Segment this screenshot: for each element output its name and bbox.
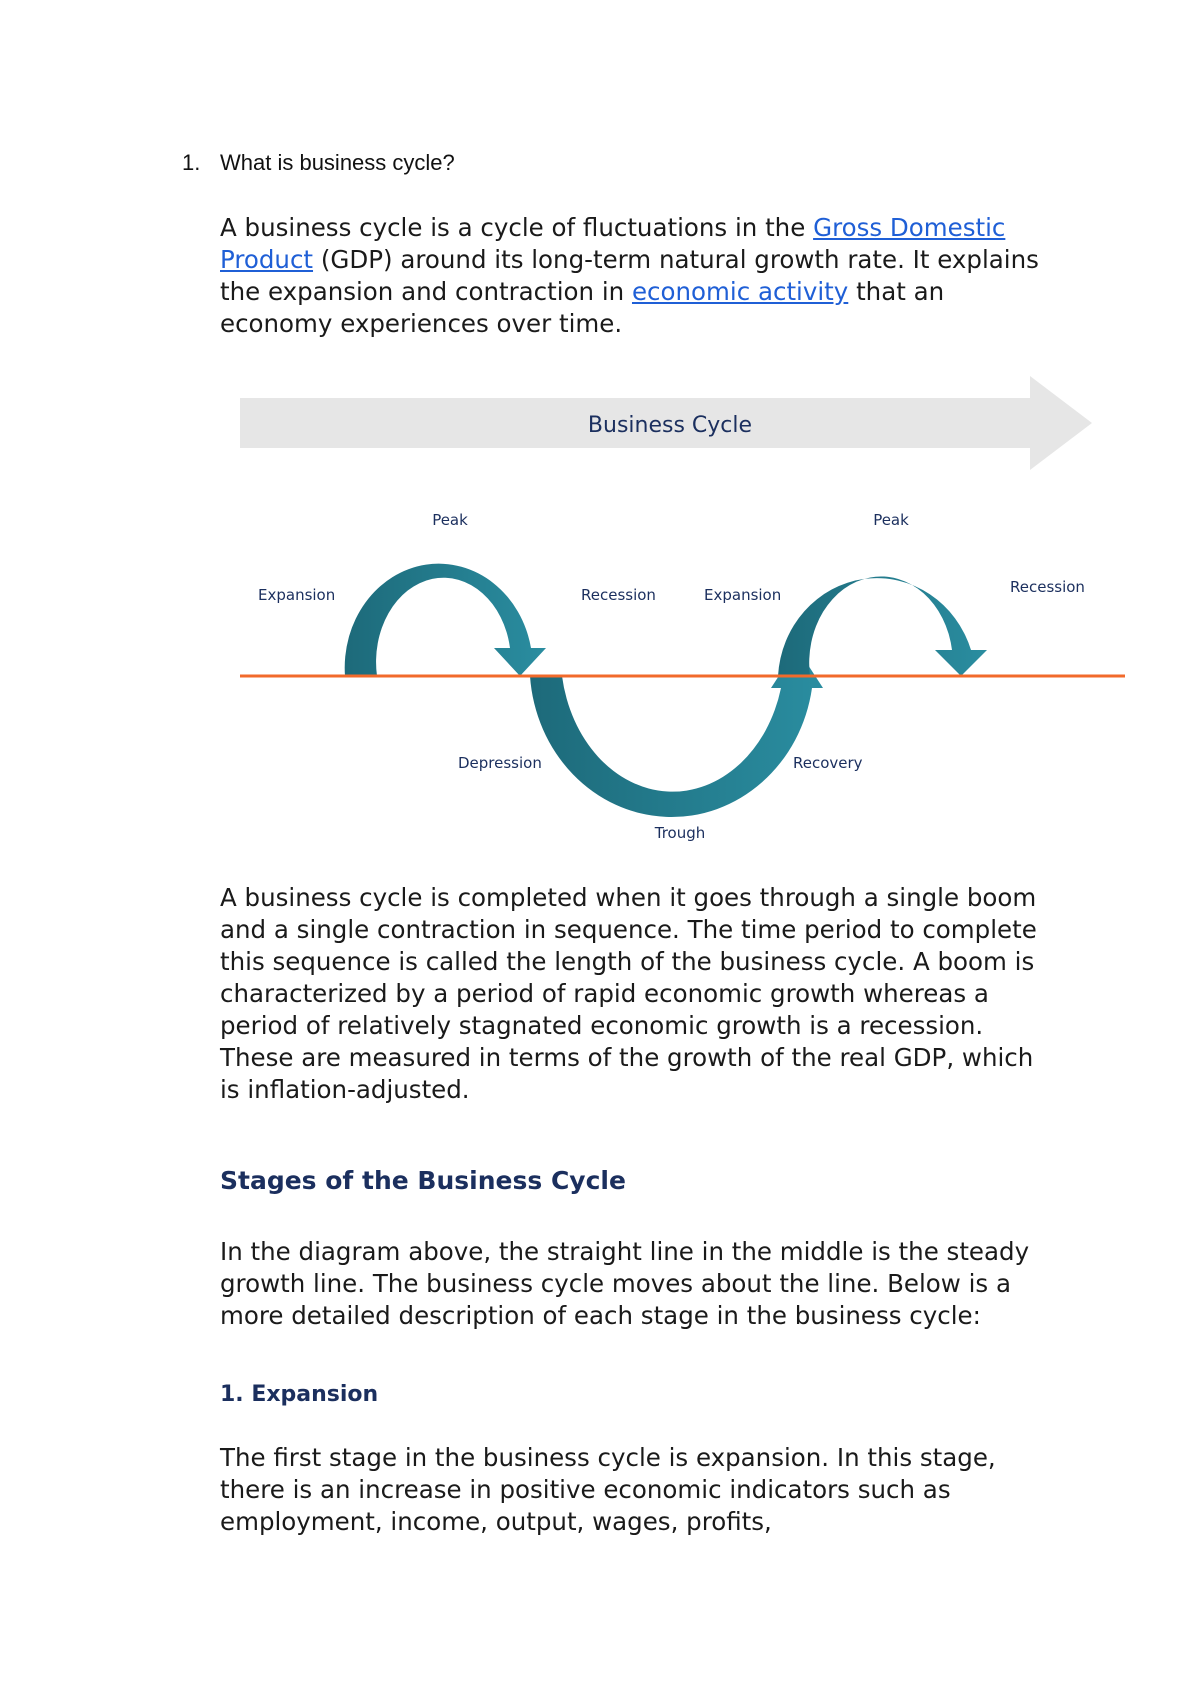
question-text: What is business cycle? <box>220 150 455 175</box>
stages-intro-paragraph: In the diagram above, the straight line in the middle is the steady growth line. The business cycle moves about the line. Below is a more detailed description of each stage in the business cycle: <box>220 1237 1030 1330</box>
question-item <box>182 150 455 176</box>
peak-label-2: Peak <box>873 511 909 529</box>
arch-3-arrow <box>778 576 987 676</box>
intro-text-1: A business cycle is a cycle of fluctuations in the <box>220 213 814 242</box>
recession-label-1: Recession <box>581 586 656 604</box>
trough-label: Trough <box>654 824 706 842</box>
expansion-label-1: Expansion <box>258 586 336 604</box>
business-cycle-diagram <box>220 368 1130 848</box>
intro-text-3: that an economy experiences over time. <box>220 277 945 338</box>
expansion-label-2: Expansion <box>704 586 782 604</box>
diagram-title: Business Cycle <box>587 413 753 438</box>
cycle-definition-paragraph: A business cycle is completed when it goes through a single boom and a single contraction in sequence. The time period to complete this sequence is called the length of the business cycle. A boom is characterized by a period of rapid economic growth whereas a period of relatively stagnated economic growth is a recession. These are measured in terms of the growth of the real GDP, which is inflation-adjusted. <box>220 883 1037 1104</box>
intro-paragraph <box>220 212 1060 340</box>
intro-text-2: (GDP) around its long-term natural growth rate. It explains the expansion and contraction in <box>220 245 1039 306</box>
stages-heading: Stages of the Business Cycle <box>220 1166 626 1195</box>
expansion-paragraph: The first stage in the business cycle is expansion. In this stage, there is an increase in positive economic indicators such as employment, income, output, wages, profits, <box>220 1443 996 1536</box>
gdp-link[interactable]: Gross Domestic Product <box>220 213 1006 274</box>
economic-activity-link[interactable]: economic activity <box>631 277 849 306</box>
arch-1-arrow <box>345 564 546 676</box>
recovery-label: Recovery <box>793 754 863 772</box>
peak-label-1: Peak <box>432 511 468 529</box>
expansion-heading: 1. Expansion <box>220 1382 379 1407</box>
depression-label: Depression <box>458 754 542 772</box>
recession-label-2: Recession <box>1010 578 1085 596</box>
question-number: 1. <box>182 150 201 175</box>
